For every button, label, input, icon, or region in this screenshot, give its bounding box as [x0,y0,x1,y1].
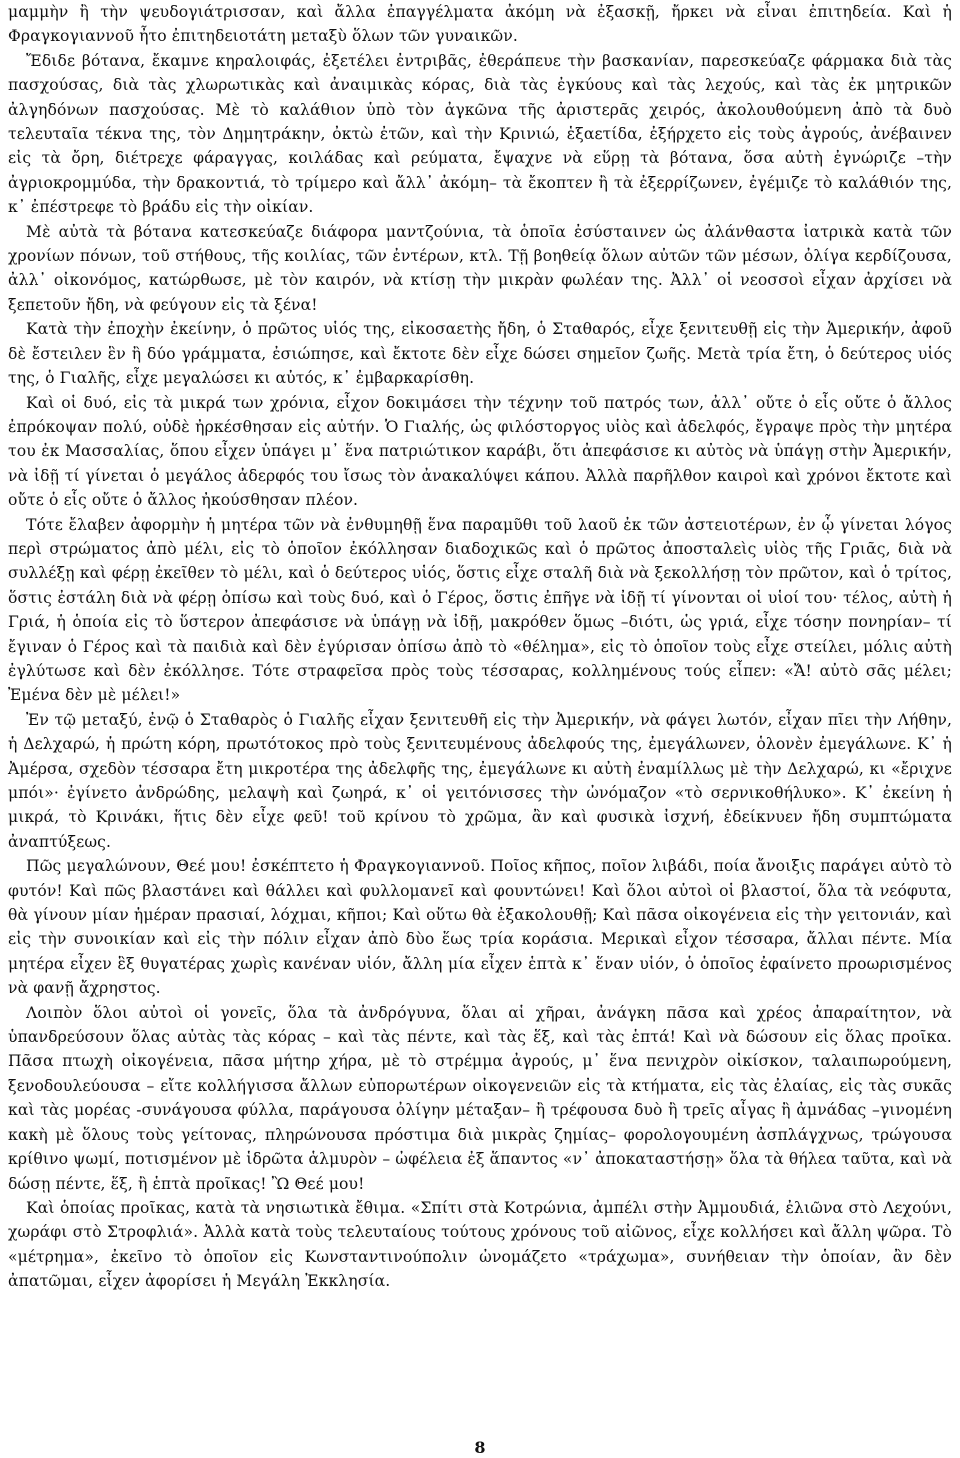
paragraph-6: Τότε ἔλαβεν ἀφορμὴν ἡ μητέρα τῶν νὰ ἐνθυμηθῇ ἕνα παραμῦθι τοῦ λαοῦ ἐκ τῶν ἀστειοτέρων, ἐν ᾧ γίνεται λόγος περὶ στρώματος ἀπὸ μέλι, εἰς τὸ ὁποῖον ἐκόλλησαν διαδοχικῶς καὶ ὁ πρῶτος ἀποσταλεὶς υἱὸς τῆς Γριᾶς, διὰ νὰ συλλέξῃ καὶ φέρῃ ἐκεῖθεν τὸ μέλι, καὶ ὁ δεύτερος υἱός, ὅστις εἶχε σταλῆ διὰ νὰ ξεκολλήσῃ τὸν πρῶτον, καὶ ὁ τρίτος, ὅστις ἐστάλη διὰ νὰ φέρῃ ὀπίσω καὶ τοὺς δυό, καὶ ὁ Γέρος, ὅστις ἐπῆγε νὰ ἰδῇ τί γίνονται οἱ υἱοί του· τέλος, αὐτὴ ἡ Γριά, ἡ ὁποία εἰς τὸ ὕστερον ἀπεφάσισε νὰ ὑπάγῃ νὰ ἰδῇ, μακρόθεν ὅμως –διότι, ὡς γριά, εἶχε τόσην πονηρίαν– τί ἔγιναν ὁ Γέρος καὶ τὰ παιδιὰ καὶ δὲν ἐγύρισαν ὀπίσω ἀπὸ τὸ «θέλημα», εἰς τὸ ὁποῖον τοὺς εἶχε στείλει, μόλις αὐτὴ ἐγλύτωσε καὶ δὲν ἐκόλλησε. Τότε στραφεῖσα πρὸς τοὺς τέσσαρας, κολλημένους τούς εἶπεν: «Ἄ! αὐτὸ σᾶς μέλει; Ἐμένα δὲν μὲ μέλει!» [8,515,952,705]
paragraph-4: Κατὰ τὴν ἐποχὴν ἐκείνην, ὁ πρῶτος υἱός της, εἰκοσαετὴς ἤδη, ὁ Σταθαρός, εἶχε ξενιτευθῇ εἰς τὴν Ἀμερικήν, ἀφοῦ δὲ ἔστειλεν ἓν ἢ δύο γράμματα, ἐσιώπησε, καὶ ἔκτοτε δὲν εἶχε δώσει σημεῖον ζωῆς. Μετὰ τρία ἔτη, ὁ δεύτερος υἱός της, ὁ Γιαλῆς, εἶχε μεγαλώσει κι αὐτός, κ᾽ ἐμβαρκαρίσθη. [8,320,952,388]
paragraph-7: Ἐν τῷ μεταξύ, ἐνῷ ὁ Σταθαρὸς ὁ Γιαλῆς εἶχαν ξενιτευθῆ εἰς τὴν Ἀμερικήν, νὰ φάγει λωτόν, εἶχαν πῖει τὴν Λήθην, ἡ Δελχαρώ, ἡ πρώτη κόρη, πρωτότοκος πρὸ τοὺς ξενιτευμένους ἀδελφούς της, ἐμεγάλωνεν, ὁλονὲν ἐμεγάλωνε. Κ᾽ ἡ Ἀμέρσα, σχεδὸν τέσσαρα ἔτη μικροτέρα της ἀδελφῆς της, ἐμεγάλωνε κι αὐτὴ ἐναμίλλως μὲ τὴν Δελχαρώ, κι «ἔριχνε μπόι»· ἐγίνετο ἀνδρώδης, μελαψὴ καὶ ζωηρά, κ᾽ οἱ γειτόνισσες τὴν ὠνόμαζον «τὸ σερνικοθήλυκο». Κ᾽ ἐκείνη ἡ μικρά, τὸ Κρινάκι, ἥτις δὲν εἶχε φεῦ! τοῦ κρίνου τὸ χρῶμα, ἂν καὶ φυσικὰ ἰσχνή, ἐδείκνυεν ἤδη συμπτώματα ἀναπτύξεως. [8,710,952,851]
paragraph-3: Μὲ αὐτὰ τὰ βότανα κατεσκεύαζε διάφορα μαντζούνια, τὰ ὁποῖα ἐσύσταινεν ὡς ἀλάνθαστα ἰατρικὰ κατὰ τῶν χρονίων πόνων, τοῦ στήθους, τῆς κοιλίας, τῶν ἐντέρων, κτλ. Τῇ βοηθείᾳ ὅλων αὐτῶν τῶν μέσων, ὀλίγα κερδίζουσα, ἀλλ᾽ οἰκονόμος, κατώρθωσε, μὲ τὸν καιρόν, νὰ κτίσῃ τὴν μικρὰν φωλέαν της. Ἀλλ᾽ οἱ νεοσσοὶ εἶχαν ἀρχίσει νὰ ξεπετοῦν ἤδη, νὰ φεύγουν εἰς τὰ ξένα! [8,222,952,314]
paragraph-9: Λοιπὸν ὅλοι αὐτοὶ οἱ γονεῖς, ὅλα τὰ ἀνδρόγυνα, ὅλαι αἱ χῆραι, ἀνάγκη πᾶσα καὶ χρέος ἀπαραίτητον, νὰ ὑπανδρεύσουν ὅλας αὐτὰς τὰς κόρας – καὶ τὰς πέντε, καὶ τὰς ἕξ, καὶ τὰς ἑπτά! Καὶ νὰ δώσουν εἰς ὅλας προῖκα. Πᾶσα πτωχὴ οἰκογένεια, πᾶσα μήτηρ χήρα, μὲ τὸ στρέμμα ἀγρούς, μ᾽ ἕνα πενιχρὸν οἰκίσκον, ταλαιπωρούμενη, ξενοδουλεύουσα – εἴτε κολλήγισσα ἄλλων εὐπορωτέρων οἰκογενειῶν εἰς τὰ κτήματα, εἰς τὰς ἐλαίας, εἰς τὰς συκᾶς καὶ τὰς μορέας -συνάγουσα φύλλα, παράγουσα ὀλίγην μέταξαν– ἢ τρέφουσα δυὸ ἢ τρεῖς αἶγας ἢ ἀμνάδας –γινομένη κακὴ μὲ ὅλους τοὺς γείτονας, πληρώνουσα πρόστιμα διὰ μικρὰς ζημίας– φορολογουμένη ἀσπλάγχνως, τρώγουσα κρίθινο ψωμί, ποτισμένον μὲ ἱδρῶτα ἁλμυρὸν – ὠφέλεια ἐξ ἅπαντος «ν᾽ ἀποκαταστήσῃ» ὅλα τὰ θήλεα ταῦτα, καὶ νὰ δώσῃ πέντε, ἕξ, ἢ ἑπτὰ προῖκας! Ὢ Θεέ μου! [8,1003,952,1193]
paragraph-5: Καὶ οἱ δυό, εἰς τὰ μικρά των χρόνια, εἶχον δοκιμάσει τὴν τέχνην τοῦ πατρός των, ἀλλ᾽ οὔτε ὁ εἷς οὔτε ὁ ἄλλος ἐπρόκοψαν πολύ, οὐδὲ ἠρκέσθησαν εἰς αὐτήν. Ὁ Γιαλής, ὡς φιλόστοργος υἱὸς καὶ ἀδελφός, ἔγραψε πρὸς τὴν μητέρα του ἐκ Μασσαλίας, ὅπου εἶχεν ὑπάγει μ᾽ ἕνα πατριώτικον καράβι, ὅτι ἀπεφάσισε κι αὐτὸς νὰ ὑπάγῃ στὴν Ἀμερικήν, νὰ ἰδῇ τί γίνεται ὁ μεγάλος ἀδερφός του ἴσως τὸν ἀνακαλύψει κάπου. Ἀλλὰ παρῆλθον καιροὶ καὶ χρόνοι ἔκτοτε καὶ οὔτε ὁ εἷς οὔτε ὁ ἄλλος ἠκούσθησαν πλέον. [8,393,952,510]
page-number: 8 [474,1438,486,1457]
paragraph-10: Καὶ ὁποίας προῖκας, κατὰ τὰ νησιωτικὰ ἔθιμα. «Σπίτι στὰ Κοτρώνια, ἀμπέλι στὴν Ἀμμουδιά, ἐλιῶνα στὸ Λεχούνι, χωράφι στὸ Στροφλιά». Ἀλλὰ κατὰ τοὺς τελευταίους τούτους χρόνους τοῦ αἰῶνος, εἶχε κολλήσει καὶ ἄλλη ψῶρα. Τὸ «μέτρημα», ἐκεῖνο τὸ ὁποῖον εἰς Κωνσταντινούπολιν ὠνομάζετο «τράχωμα», συνήθειαν τὴν ὁποίαν, ἂν δὲν ἀπατῶμαι, εἶχεν ἀφορίσει ἡ Μεγάλη Ἐκκλησία. [8,1198,952,1291]
document-page [8,0,952,1294]
paragraph-2: Ἔδιδε βότανα, ἔκαμνε κηραλοιφάς, ἐξετέλει ἐντριβᾶς, ἐθεράπευε τὴν βασκανίαν, παρεσκεύαζε φάρμακα διὰ τὰς πασχούσας, διὰ τὰς χλωρωτικὰς καὶ ἀναιμικὰς κόρας, διὰ τὰς ἐγκύους καὶ τὰς λεχούς, καὶ τὰς ἐκ μητρικῶν ἀλγηδόνων πασχούσας. Μὲ τὸ καλάθιον ὑπὸ τὸν ἀγκῶνα τῆς ἀριστερᾶς χειρός, ἀκολουθούμενη ἀπὸ τὰ δυὸ τελευταῖα τέκνα της, τὸν Δημητράκην, ὀκτὼ ἐτῶν, καὶ τὴν Κρινιώ, ἑξαετίδα, ἐξήρχετο εἰς τοὺς ἀγρούς, ἀνέβαινεν εἰς τὰ ὄρη, διέτρεχε φάραγγας, κοιλάδας καὶ ρεύματα, ἔψαχνε νὰ εὕρῃ τὰ βότανα, ὅσα αὐτὴ ἐγνώριζε –τὴν ἀγριοκρομμύδα, τὴν δρακοντιά, τὸ τρίμερο καὶ ἄλλ᾽ ἀκόμη– τὰ ἔκοπτεν ἢ τὰ ἐξερρίζωνεν, ἐγέμιζε τὸ καλάθιόν της, κ᾽ ἐπέστρεφε τὸ βράδυ εἰς τὴν οἰκίαν. [8,51,952,217]
paragraph-1: μαμμὴν ἢ τὴν ψευδογιάτρισσαν, καὶ ἄλλα ἐπαγγέλματα ἀκόμη νὰ ἐξασκῇ, ἤρκει νὰ εἶναι ἐπιτηδεία. Καὶ ἡ Φραγκογιαννοῦ ἦτο ἐπιτηδειοτάτη μεταξὺ ὅλων τῶν γυναικῶν. [8,3,952,46]
paragraph-8: Πῶς μεγαλώνουν, Θεέ μου! ἐσκέπτετο ἡ Φραγκογιαννοῦ. Ποῖος κῆπος, ποῖον λιβάδι, ποία ἄνοιξις παράγει αὐτὸ τὸ φυτόν! Καὶ πῶς βλαστάνει καὶ θάλλει καὶ φυλλομανεῖ καὶ φουντώνει! Καὶ ὅλοι αὐτοὶ οἱ βλαστοί, ὅλα τὰ νεόφυτα, θὰ γίνουν μίαν ἡμέραν πρασιαί, λόχμαι, κῆποι; Καὶ οὕτω θὰ ἐξακολουθῇ; Καὶ πᾶσα οἰκογένεια εἰς τὴν γειτονιάν, καὶ εἰς τὴν συνοικίαν καὶ εἰς τὴν πόλιν εἶχαν ἀπὸ δὺο ἕως τρία κοράσια. Μερικαὶ εἶχον τέσσαρα, ἄλλαι πέντε. Μία μητέρα εἶχεν ἓξ θυγατέρας χωρὶς κανέναν υἱόν, ἄλλη μία εἶχεν ἑπτὰ κ᾽ ἕναν υἱόν, ὁ ὁποῖος ἐφαίνετο προωρισμένος νὰ φανῇ ἄχρηστος. [8,857,952,998]
